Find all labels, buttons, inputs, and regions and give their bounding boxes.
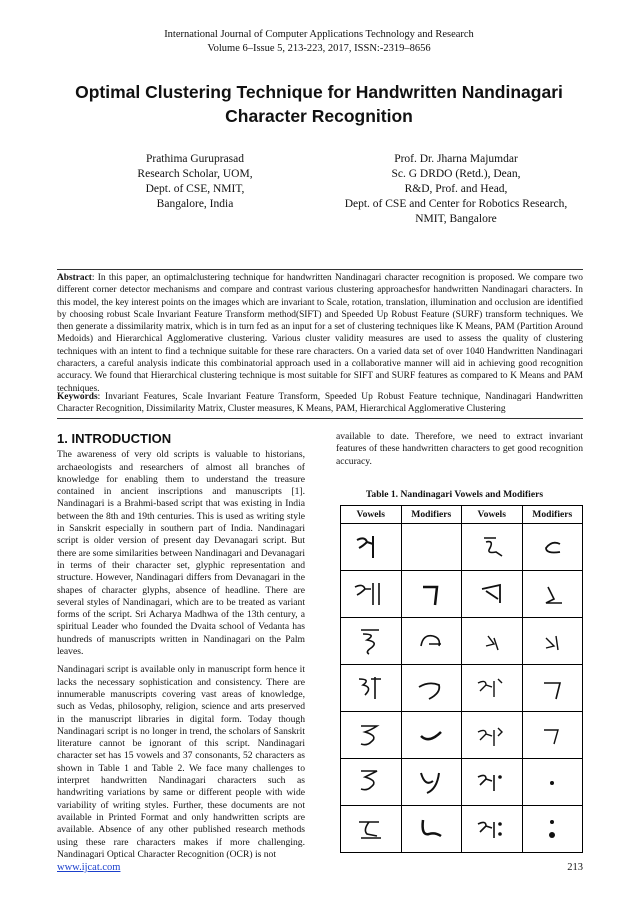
right-column [336,431,583,474]
author-1-affiliation-3: Bangalore, India [156,198,234,210]
journal-header [0,28,638,56]
keywords-text: : Invariant Features, Scale Invariant Feature Transform, Speeded Up Robust Feature technique, Nandinagari Handwritten Character Recognition, Dissimilarity Matrix, Cluster measures, K Means, PAM, Hierarchical Agglomerative Clustering [57,392,583,415]
table-1-caption: Table 1. Nandinagari Vowels and Modifiers [365,489,544,500]
handwritten-character-image [462,712,523,759]
handwritten-character-image [522,571,583,618]
handwritten-character-image [462,618,523,665]
table-row [341,712,583,759]
table-header-row [341,506,583,524]
abstract [57,272,583,395]
author-2-affiliation-2: R&D, Prof. and Head, [404,183,508,195]
handwritten-character-image [401,524,462,571]
abstract-text: : In this paper, an optimalclustering technique for handwritten Nandinagari character recognition is proposed. We compare two different corner detector mechanisms and compare and contrast various clustering approachesfor handwritten Nandinagari characters. In this model, the key interest points on the images which are invariant to Scale, rotation, translation, illumination and occlusion are identified by choosing robust Scale Invariant Feature Transform method(SIFT) and Speeded Up Robust Feature (SURF) transform techniques. We then generate a dissimilarity matrix, which is in turn fed as an input for a set of clustering techniques like K Means, PAM (Partition Around Medoids) and Hierarchical Agglomerative clustering. Various cluster validity measures are used to assess the quality of clustering techniques with an intent to find a technique suitable for these rare characters. On a varied data set of over 1040 Handwritten Nandinagari characters, a careful analysis indicate this combinatorial approach used in a collaborative manner will aid in achieving good recognition accuracy. We found that Hierarchical clustering technique is most suitable for SIFT and SURF features as compared to K Means and PAM techniques. [57,273,583,394]
table-row [341,665,583,712]
author-2-affiliation-1: Sc. G DRDO (Retd.), Dean, [391,168,521,180]
intro-paragraph-2: Nandinagari script is available only in manuscript form hence it lacks the necessary sophistication and consistency. There are innumerable manuscripts covering vast areas of knowledge, such as Vedas, philosophy, religion, science and arts preserved in the manuscript libraries in digital form. Today though Nandinagari script is no longer in trend, the scholars of Sanskrit literature cannot be ignorant of this script. Nandinagari character set has 15 vowels and 37 consonants, 52 characters as shown in Table 1 and Table 2. We face many challenges to interpret handwritten Nandinagari characters such as handwriting variations by same or different people with wide variability of writing styles. Further, these documents are not available in Printed Format and only handwritten scripts are available. Absence of any other published research methods using these rare characters makes if more challenging. Nandinagari Optical Character Recognition (OCR) is not [57,664,305,860]
table-row [341,759,583,806]
section-heading-introduction: 1. INTRODUCTION [57,431,172,446]
author-2-affiliation-3: Dept. of CSE and Center for Robotics Research, [344,198,568,210]
handwritten-character-image [401,618,462,665]
handwritten-character-image [522,524,583,571]
table-row [341,524,583,571]
table-row [341,618,583,665]
journal-website-link[interactable]: www.ijcat.com [57,862,121,873]
handwritten-character-image [401,806,462,853]
handwritten-character-image [341,712,402,759]
journal-name: International Journal of Computer Applications Technology and Research [164,29,474,40]
handwritten-character-image [341,618,402,665]
author-2 [325,152,587,227]
abstract-label: Abstract [57,273,92,283]
handwritten-character-image [401,759,462,806]
intro-paragraph-3: available to date. Therefore, we need to extract invariant features of these handwritten characters to get good recognition accuracy. [336,431,583,467]
intro-paragraph-1: The awareness of very old scripts is valuable to historians, archaeologists and researchers of almost all branches of knowledge for enabling them to understand the treasure contained in ancient inscriptions and manuscripts [1]. Nandinagari is a Brahmi-based script that was existing in India between the 8th and 19th centuries. This is used as writing style in Sanskrit especially in southern part of India. Nandinagari script is older version of present day Devanagari script. But there are some similarities between Nandinagari and Devanagari in terms of their character set, glyphic representation and structure. However, Nandinagari differs from Devanagari in the shapes of character glyphs, absence of headline. There are several styles of Nandinagari, which are to be treated as variant forms of the script. Sri Acharya Madhwa of the 13th century, a spiritual Leader who founded the Dvaita school of Vedanta has hundreds of manuscripts written in Nandinagari on the Palm leaves. [57,449,305,658]
page-number: 213 [567,862,583,873]
handwritten-character-image [522,665,583,712]
table-1-vowels-modifiers [340,505,583,853]
handwritten-character-image [522,759,583,806]
handwritten-character-image [401,571,462,618]
table-row [341,571,583,618]
handwritten-character-image [341,665,402,712]
abstract-top-rule [57,269,583,270]
author-1 [110,152,280,212]
left-column [57,433,305,867]
author-2-affiliation-4: NMIT, Bangalore [415,213,497,225]
author-1-name: Prathima Guruprasad [145,153,245,165]
handwritten-character-image [401,712,462,759]
keywords-bottom-rule [57,418,583,419]
author-1-affiliation-2: Dept. of CSE, NMIT, [145,183,245,195]
handwritten-character-image [341,759,402,806]
header-modifiers: Modifiers [401,506,462,524]
header-vowels: Vowels [341,506,402,524]
handwritten-character-image [522,806,583,853]
handwritten-character-image [341,571,402,618]
header-vowels-2: Vowels [462,506,523,524]
handwritten-character-image [462,759,523,806]
handwritten-character-image [522,618,583,665]
table-row [341,806,583,853]
handwritten-character-image [522,712,583,759]
author-1-affiliation-1: Research Scholar, UOM, [137,168,253,180]
handwritten-character-image [462,524,523,571]
keywords [57,391,583,416]
handwritten-character-image [462,571,523,618]
handwritten-character-image [341,806,402,853]
journal-volume: Volume 6–Issue 5, 213-223, 2017, ISSN:-2319–8656 [207,43,431,54]
paper-title: Optimal Clustering Technique for Handwritten Nandinagari Character Recognition [75,82,563,126]
author-2-name: Prof. Dr. Jharna Majumdar [394,153,518,165]
handwritten-character-image [401,665,462,712]
keywords-label: Keywords [57,392,98,402]
handwritten-character-image [462,665,523,712]
handwritten-character-image [341,524,402,571]
header-modifiers-2: Modifiers [522,506,583,524]
handwritten-character-image [462,806,523,853]
